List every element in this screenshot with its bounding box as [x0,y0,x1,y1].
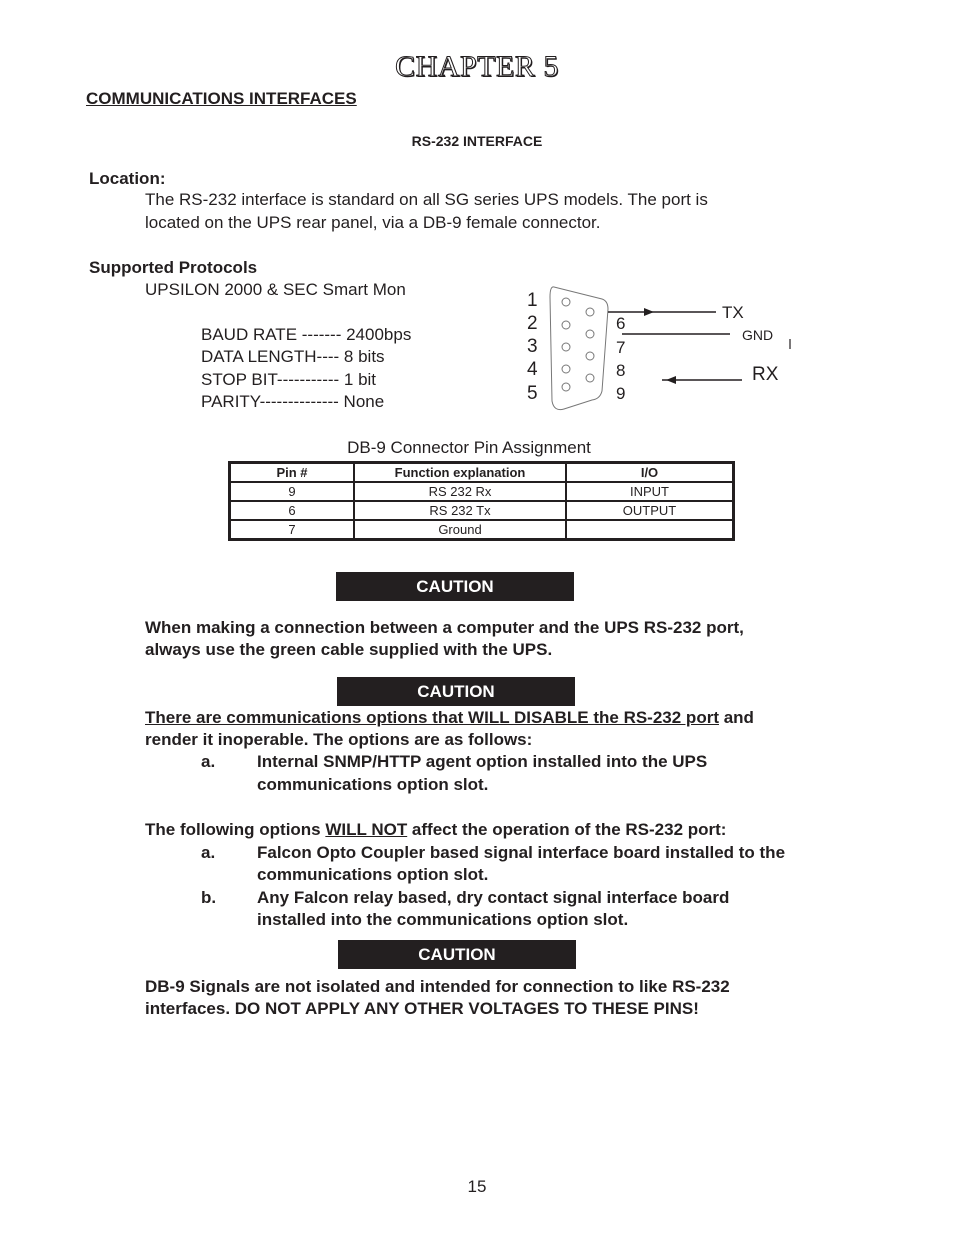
cell-function: RS 232 Tx [354,501,566,520]
pin-hole [562,321,570,329]
setting-data-length: DATA LENGTH---- 8 bits [201,347,385,366]
pin-hole [586,308,594,316]
disable-warning-rest: and [718,708,754,727]
table-row [230,520,734,540]
cell-pin: 7 [230,520,355,540]
ok-item-a-line2: communications option slot. [257,865,489,884]
caution2-intro-line1 [145,706,754,729]
tx-label: TX [722,303,744,322]
pin-label-6: 6 [616,314,626,333]
pin-hole [586,330,594,338]
location-label: Location: [89,169,166,188]
caution2-intro-line2: render it inoperable. The options are as follows: [145,730,533,749]
pin-label-2: 2 [527,313,538,334]
cell-io: INPUT [566,482,734,501]
db9-connector-diagram [520,283,820,418]
cell-function: RS 232 Rx [354,482,566,501]
caution1-text-line2: always use the green cable supplied with the UPS. [145,640,553,659]
table-header-row [230,463,734,483]
ok-item-a-letter: a. [201,843,216,862]
location-text-line2: located on the UPS rear panel, via a DB-9 female connector. [145,213,601,232]
protocol-name: UPSILON 2000 & SEC Smart Mon [145,280,406,299]
pin-label-8: 8 [616,361,626,380]
caution-banner-2: CAUTION [337,677,575,706]
ok-item-b-letter: b. [201,888,217,907]
pin-label-4: 4 [527,359,538,380]
disable-item-line1: Internal SNMP/HTTP agent option installed into the UPS [257,752,708,771]
tx-arrow [644,308,654,316]
pin-hole [562,343,570,351]
section-title: COMMUNICATIONS INTERFACES [86,89,357,108]
rx-arrow [666,376,676,384]
chapter-title: CHAPTER 5 [395,50,559,83]
cell-io: OUTPUT [566,501,734,520]
following-post: affect the operation of the RS-232 port: [407,820,727,839]
setting-baud-rate: BAUD RATE ------- 2400bps [201,325,412,344]
pin-label-7: 7 [616,338,626,357]
caution-banner-1: CAUTION [336,572,574,601]
protocols-label: Supported Protocols [89,258,258,277]
table-row [230,482,734,501]
pin-label-3: 3 [527,336,538,357]
pin-hole [562,298,570,306]
cell-pin: 6 [230,501,355,520]
following-options-line [145,818,726,841]
connector-shell [550,287,608,410]
setting-stop-bit: STOP BIT----------- 1 bit [201,370,377,389]
ok-item-a-line1: Falcon Opto Coupler based signal interface board installed to the [257,843,786,862]
will-not-underlined: WILL NOT [325,820,408,839]
disable-warning-underlined: There are communications options that WILL DISABLE the RS-232 port [145,708,719,727]
ok-item-b-line2: installed into the communications option slot. [257,910,629,929]
table-row [230,501,734,520]
header-io: I/O [566,463,734,483]
subsection-title: RS-232 INTERFACE [411,133,543,149]
pin-hole [562,365,570,373]
caution3-text-line1: DB-9 Signals are not isolated and intended for connection to like RS-232 [145,977,730,996]
pin-label-5: 5 [527,383,538,404]
gnd-label: GND [742,327,774,343]
pin-hole [562,383,570,391]
caution-banner-3: CAUTION [338,940,576,969]
pin-label-9: 9 [616,384,626,403]
cell-pin: 9 [230,482,355,501]
location-text-line1: The RS-232 interface is standard on all SG series UPS models. The port is [145,190,708,209]
header-function: Function explanation [354,463,566,483]
disable-item-letter: a. [201,752,216,771]
pin-label-1: 1 [527,290,538,311]
rx-label: RX [752,364,779,385]
pin-hole [586,374,594,382]
cell-io [566,520,734,540]
cell-function: Ground [354,520,566,540]
pin-hole [586,352,594,360]
pin-table-caption: DB-9 Connector Pin Assignment [347,438,591,457]
db9-connector-drawing [520,283,820,418]
caution3-text-line2: interfaces. DO NOT APPLY ANY OTHER VOLTAGES TO THESE PINS! [145,999,699,1018]
following-pre: The following options [145,820,326,839]
disable-item-line2: communications option slot. [257,775,489,794]
header-pin: Pin # [230,463,355,483]
pin-assignment-table [228,461,735,541]
ok-item-b-line1: Any Falcon relay based, dry contact signal interface board [257,888,730,907]
page-number: 15 [467,1177,487,1196]
caution1-text-line1: When making a connection between a computer and the UPS RS-232 port, [145,618,744,637]
setting-parity: PARITY-------------- None [201,392,385,411]
